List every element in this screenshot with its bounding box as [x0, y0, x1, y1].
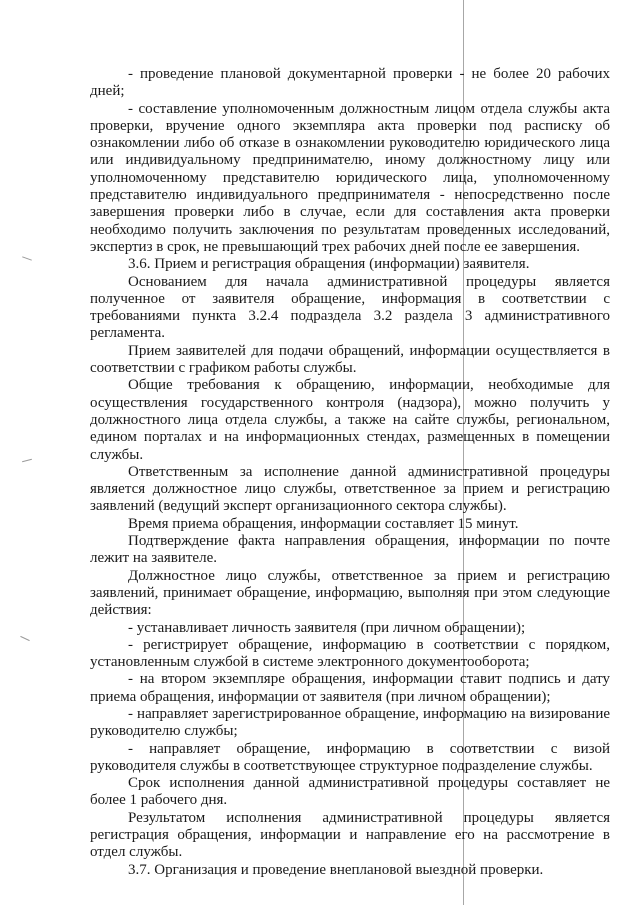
paragraph: Срок исполнения данной административной процедуры составляет не более 1 рабочего дня. [90, 775, 610, 809]
document-body [90, 66, 610, 879]
paragraph: Подтверждение факта направления обращения, информации по почте лежит на заявителе. [90, 533, 610, 567]
scan-speck [20, 636, 29, 641]
paragraph: Результатом исполнения административной процедуры является регистрация обращения, информации и направление его на рассмотрение в отдел службы. [90, 809, 610, 861]
paragraph: Основанием для начала административной процедуры является полученное от заявителя обращение, информация в соответствии с требованиями пункта 3.2.4 подраздела 3.2 раздела 3 административного регламента. [90, 273, 610, 342]
list-item: - регистрирует обращение, информацию в соответствии с порядком, установленным службой в системе электронного документооборота; [90, 636, 610, 671]
paragraph: Ответственным за исполнение данной административной процедуры является должностное лицо службы, ответственное за прием и регистрацию заявлений (ведущий эксперт организационного сектора службы). [90, 463, 610, 515]
paragraph: Время приема обращения, информации составляет 15 минут. [128, 515, 519, 532]
paragraph: Общие требования к обращению, информации, необходимые для осуществления государственного контроля (надзора), можно получить у должностного лица отдела службы, а также на сайте службы, региональном, едином порталах и на информационных стендах, размещенных в помещении службы. [90, 377, 610, 463]
list-item: - устанавливает личность заявителя (при личном обращении); [128, 619, 526, 636]
list-item: - на втором экземпляре обращения, информации ставит подпись и дату приема обращения, информации от заявителя (при личном обращении); [90, 671, 610, 705]
scan-speck [22, 256, 32, 260]
paragraph: Должностное лицо службы, ответственное за прием и регистрацию заявлений, принимает обращение, информацию, выполняя при этом следующие действия: [90, 567, 610, 619]
section-heading-3-6: 3.6. Прием и регистрация обращения (информации) заявителя. [128, 256, 530, 273]
list-item: - проведение плановой документарной проверки - не более 20 рабочих дней; [90, 66, 610, 100]
list-item: - направляет зарегистрированное обращение, информацию на визирование руководителю службы; [90, 705, 610, 740]
scan-speck [22, 459, 32, 463]
section-heading-3-7: 3.7. Организация и проведение внеплановой выездной проверки. [128, 861, 544, 878]
paragraph: Прием заявителей для подачи обращений, информации осуществляется в соответствии с графиком работы службы. [90, 342, 610, 377]
list-item: - направляет обращение, информацию в соответствии с визой руководителя службы в соответствующее структурное подразделение службы. [90, 740, 610, 774]
list-item: - составление уполномоченным должностным лицом отдела службы акта проверки, вручение одного экземпляра акта проверки под расписку об ознакомлении либо об отказе в ознакомлении руководителю юридического лица или индивидуальному предпринимателю, иному должностному лицу или уполномоченному представителю юридического лица, уполномоченному представителю индивидуального предпринимателя - непосредственно после завершения проверки либо в случае, если для составления акта проверки необходимо получить заключения по результатам проведенных исследований, экспертиз в срок, не превышающий трех рабочих дней после ее завершения. [90, 100, 610, 255]
